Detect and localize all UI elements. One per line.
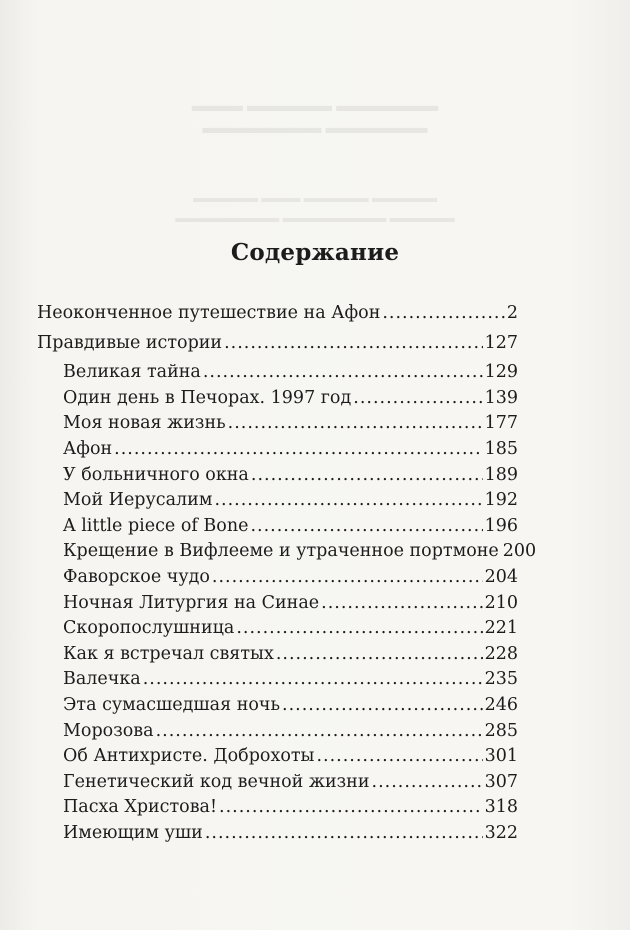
toc-entry-page: 307 bbox=[484, 771, 518, 792]
toc-entry-title: Ночная Литургия на Синае bbox=[63, 592, 320, 613]
show-through-text: ▬▬▬▬▬▬▬▬ ▬▬▬▬▬▬▬▬ ▬▬▬▬▬ bbox=[175, 210, 455, 225]
toc-entry bbox=[37, 744, 518, 770]
toc-dot-leader bbox=[224, 331, 482, 357]
toc-dot-leader bbox=[250, 514, 482, 540]
toc-entry-page: 139 bbox=[484, 387, 518, 408]
toc-entry bbox=[37, 642, 518, 668]
toc-entry-title: Об Антихристе. Доброхоты bbox=[63, 746, 315, 767]
toc-entry-title: Как я встречал святых bbox=[63, 643, 274, 664]
show-through-text: ▬▬▬ ▬▬▬▬▬ ▬▬▬▬▬▬ bbox=[191, 96, 439, 115]
toc-dot-leader bbox=[214, 488, 482, 514]
toc-dot-leader bbox=[236, 616, 482, 642]
toc-entry-title: У больничного окна bbox=[63, 464, 249, 485]
toc-dot-leader bbox=[203, 360, 483, 386]
toc-dot-leader bbox=[251, 463, 483, 489]
toc-entry-page: 318 bbox=[484, 797, 518, 818]
table-of-contents bbox=[37, 301, 537, 846]
toc-entry-title: Морозова bbox=[63, 720, 154, 741]
toc-entry-page: 301 bbox=[484, 746, 518, 767]
toc-entry bbox=[37, 488, 518, 514]
toc-entry-title: Эта сумасшедшая ночь bbox=[63, 694, 281, 715]
toc-dot-leader bbox=[143, 667, 483, 693]
toc-dot-leader bbox=[114, 437, 482, 463]
toc-dot-leader bbox=[156, 719, 483, 745]
toc-entry-title: Один день в Печорах. 1997 год bbox=[63, 387, 352, 408]
toc-entry-title: Пасха Христова! bbox=[63, 797, 218, 818]
toc-entry bbox=[37, 386, 518, 412]
toc-entry bbox=[37, 591, 518, 617]
toc-entry-page: 285 bbox=[484, 720, 518, 741]
show-through-text: ▬▬▬▬▬▬▬ ▬▬▬▬▬▬ bbox=[202, 118, 428, 137]
toc-entry-page: 221 bbox=[484, 618, 518, 639]
toc-dot-leader bbox=[276, 642, 483, 668]
toc-entry-title: Афон bbox=[63, 438, 113, 459]
toc-entry bbox=[37, 616, 518, 642]
toc-entry-page: 185 bbox=[484, 438, 518, 459]
toc-dot-leader bbox=[353, 386, 482, 412]
toc-entry-title: Правдивые истории bbox=[37, 332, 223, 353]
toc-dot-leader bbox=[316, 744, 482, 770]
toc-entry-page: 189 bbox=[484, 464, 518, 485]
toc-entry-title: Мой Иерусалим bbox=[63, 490, 213, 511]
toc-entry bbox=[37, 821, 518, 847]
toc-entry bbox=[37, 667, 518, 693]
toc-entry-title: Великая тайна bbox=[63, 362, 201, 383]
toc-entry-page: 210 bbox=[484, 592, 518, 613]
toc-entry bbox=[37, 331, 518, 357]
toc-dot-leader bbox=[212, 565, 483, 591]
toc-dot-leader bbox=[282, 693, 483, 719]
toc-entry bbox=[37, 565, 518, 591]
toc-dot-leader bbox=[205, 821, 483, 847]
toc-entry-title: Фаворское чудо bbox=[63, 566, 210, 587]
toc-dot-leader bbox=[228, 411, 483, 437]
toc-heading: Содержание bbox=[230, 239, 400, 266]
toc-entry bbox=[37, 795, 518, 821]
toc-entry bbox=[37, 693, 518, 719]
toc-entry-title: Генетический код вечной жизни bbox=[63, 771, 370, 792]
toc-entry-page: 129 bbox=[484, 362, 518, 383]
toc-entry-page: 2 bbox=[506, 303, 518, 323]
toc-entry-page: 196 bbox=[484, 515, 518, 536]
toc-entry bbox=[37, 770, 518, 796]
toc-entry-page: 228 bbox=[484, 643, 518, 664]
toc-entry bbox=[37, 301, 518, 327]
toc-entry-page: 204 bbox=[484, 566, 518, 587]
toc-entry bbox=[37, 411, 518, 437]
toc-entry-page: 235 bbox=[484, 669, 518, 690]
toc-entry bbox=[37, 360, 518, 386]
toc-entry bbox=[37, 539, 537, 565]
toc-entry-page: 246 bbox=[484, 694, 518, 715]
toc-dot-leader bbox=[382, 301, 505, 327]
toc-entry-page: 192 bbox=[484, 490, 518, 511]
toc-entry bbox=[37, 437, 518, 463]
toc-entry bbox=[37, 514, 518, 540]
toc-entry bbox=[37, 719, 518, 745]
toc-entry-page: 322 bbox=[484, 822, 518, 843]
toc-entry-title: Неоконченное путешествие на Афон bbox=[37, 303, 381, 323]
toc-entry-title: A little piece of Bone bbox=[63, 515, 249, 536]
toc-entry bbox=[37, 463, 518, 489]
toc-entry-title: Моя новая жизнь bbox=[63, 413, 226, 434]
toc-dot-leader bbox=[372, 770, 483, 796]
toc-entry-title: Крещение в Вифлееме и утраченное портмоне bbox=[63, 541, 499, 562]
toc-dot-leader bbox=[321, 591, 482, 617]
toc-entry-title: Имеющим уши bbox=[63, 822, 203, 843]
show-through-text: ▬▬▬▬▬ ▬▬▬ ▬▬▬▬▬ ▬▬▬▬▬ bbox=[193, 190, 437, 205]
toc-entry-page: 177 bbox=[484, 413, 518, 434]
toc-entry-page: 127 bbox=[484, 332, 518, 353]
toc-entry-page: 200 bbox=[502, 541, 537, 562]
toc-entry-title: Валечка bbox=[63, 669, 141, 690]
toc-dot-leader bbox=[219, 795, 483, 821]
toc-entry-title: Скоропослушница bbox=[63, 618, 235, 639]
